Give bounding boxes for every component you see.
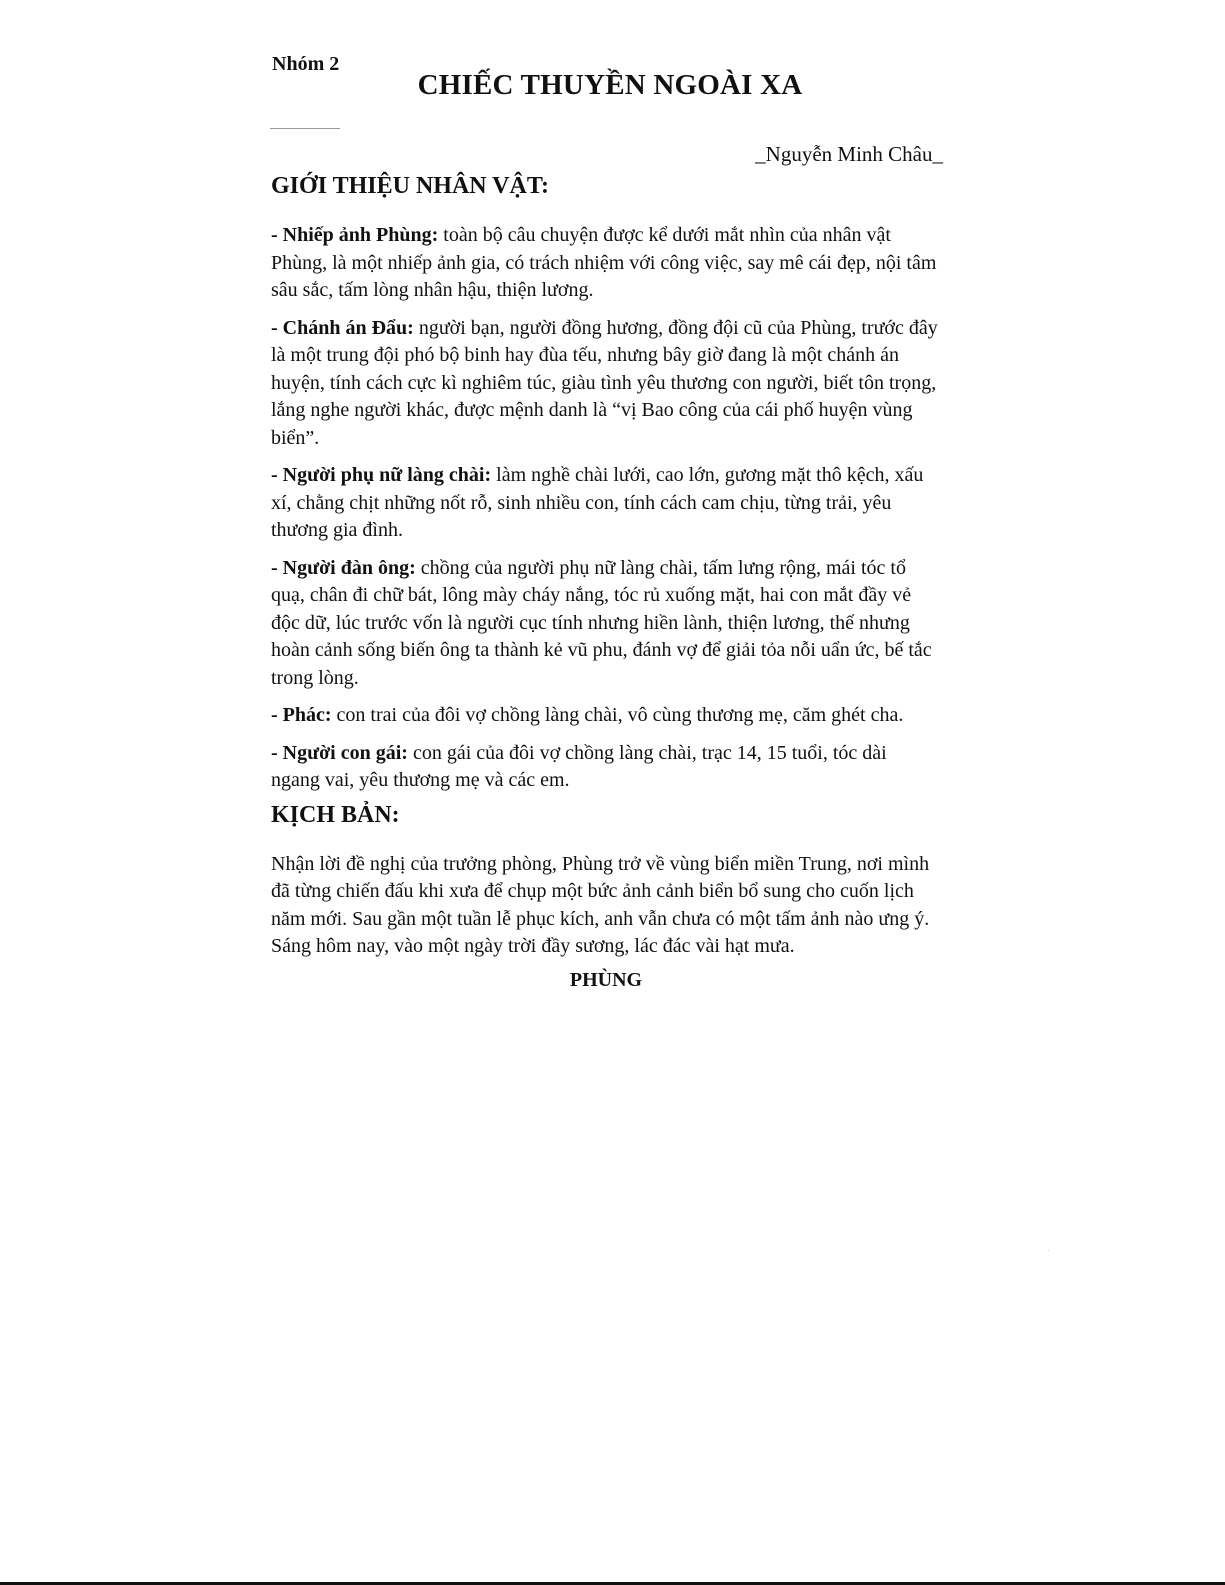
character-description: người bạn, người đồng hương, đồng đội cũ của Phùng, trước đây là một trung đội phó bộ binh hay đùa tếu, nhưng bây giờ đang là một chánh án huyện, tính cách cực kì nghiêm túc, giàu tình yêu thương con người, biết tôn trọng, lắng nghe người khác, được mệnh danh là “vị Bao công của cái phố huyện vùng biển”.	[271, 316, 938, 449]
character-description: con trai của đôi vợ chồng làng chài, vô cùng thương mẹ, căm ghét cha.	[331, 704, 904, 726]
document-title: CHIẾC THUYỀN NGOÀI XA	[417, 69, 803, 101]
character-paragraph	[271, 315, 939, 453]
script-heading: KỊCH BẢN:	[271, 801, 400, 828]
character-name: - Người con gái:	[271, 741, 408, 764]
speaker-name: PHÙNG	[569, 968, 643, 991]
document-body	[271, 170, 939, 1014]
character-name: - Chánh án Đẩu:	[271, 316, 414, 339]
group-underline-divider	[270, 128, 340, 129]
character-paragraph	[271, 462, 939, 545]
character-paragraph	[271, 222, 939, 305]
character-description: con gái của đôi vợ chồng làng chài, trạc 14, 15 tuổi, tóc dài ngang vai, yêu thương mẹ và các em.	[271, 741, 887, 791]
character-description: làm nghề chài lưới, cao lớn, gương mặt thô kệch, xấu xí, chằng chịt những nốt rỗ, sinh nhiều con, tính cách cam chịu, từng trải, yêu thương gia đình.	[271, 464, 924, 541]
author-name: _Nguyễn Minh Châu_	[755, 142, 943, 166]
character-paragraph	[271, 555, 939, 693]
character-name: - Phác:	[271, 704, 332, 726]
character-paragraph	[271, 702, 939, 730]
character-description: chồng của người phụ nữ làng chài, tấm lưng rộng, mái tóc tổ quạ, chân đi chữ bát, lông mày cháy nắng, tóc rủ xuống mặt, hai con mắt đầy vẻ độc dữ, lúc trước vốn là người cục tính nhưng hiền lành, thiện lương, thế nhưng hoàn cảnh sống biến ông ta thành kẻ vũ phu, đánh vợ để giải tỏa nỗi uẩn ức, bế tắc trong lòng.	[271, 556, 932, 689]
character-description: toàn bộ câu chuyện được kể dưới mắt nhìn của nhân vật Phùng, là một nhiếp ảnh gia, có trách nhiệm với công việc, say mê cái đẹp, nội tâm sâu sắc, tấm lòng nhân hậu, thiện lương.	[271, 224, 937, 301]
script-intro-paragraph: Nhận lời đề nghị của trưởng phòng, Phùng trở về vùng biển miền Trung, nơi mình đã từng chiến đấu khi xưa để chụp một bức ảnh cảnh biển bổ sung cho cuốn lịch năm mới. Sau gần một tuần lễ phục kích, anh vẫn chưa có một tấm ảnh nào ưng ý. Sáng hôm nay, vào một ngày trời đầy sương, lác đác vài hạt mưa.	[271, 852, 930, 957]
group-label: Nhóm 2	[272, 53, 340, 75]
character-name: - Người đàn ông:	[271, 556, 416, 579]
character-paragraph	[271, 740, 939, 795]
characters-heading: GIỚI THIỆU NHÂN VẬT:	[271, 173, 550, 199]
character-name: - Người phụ nữ làng chài:	[271, 464, 492, 486]
character-name: - Nhiếp ảnh Phùng:	[271, 224, 439, 246]
scan-speck	[1048, 1250, 1049, 1251]
